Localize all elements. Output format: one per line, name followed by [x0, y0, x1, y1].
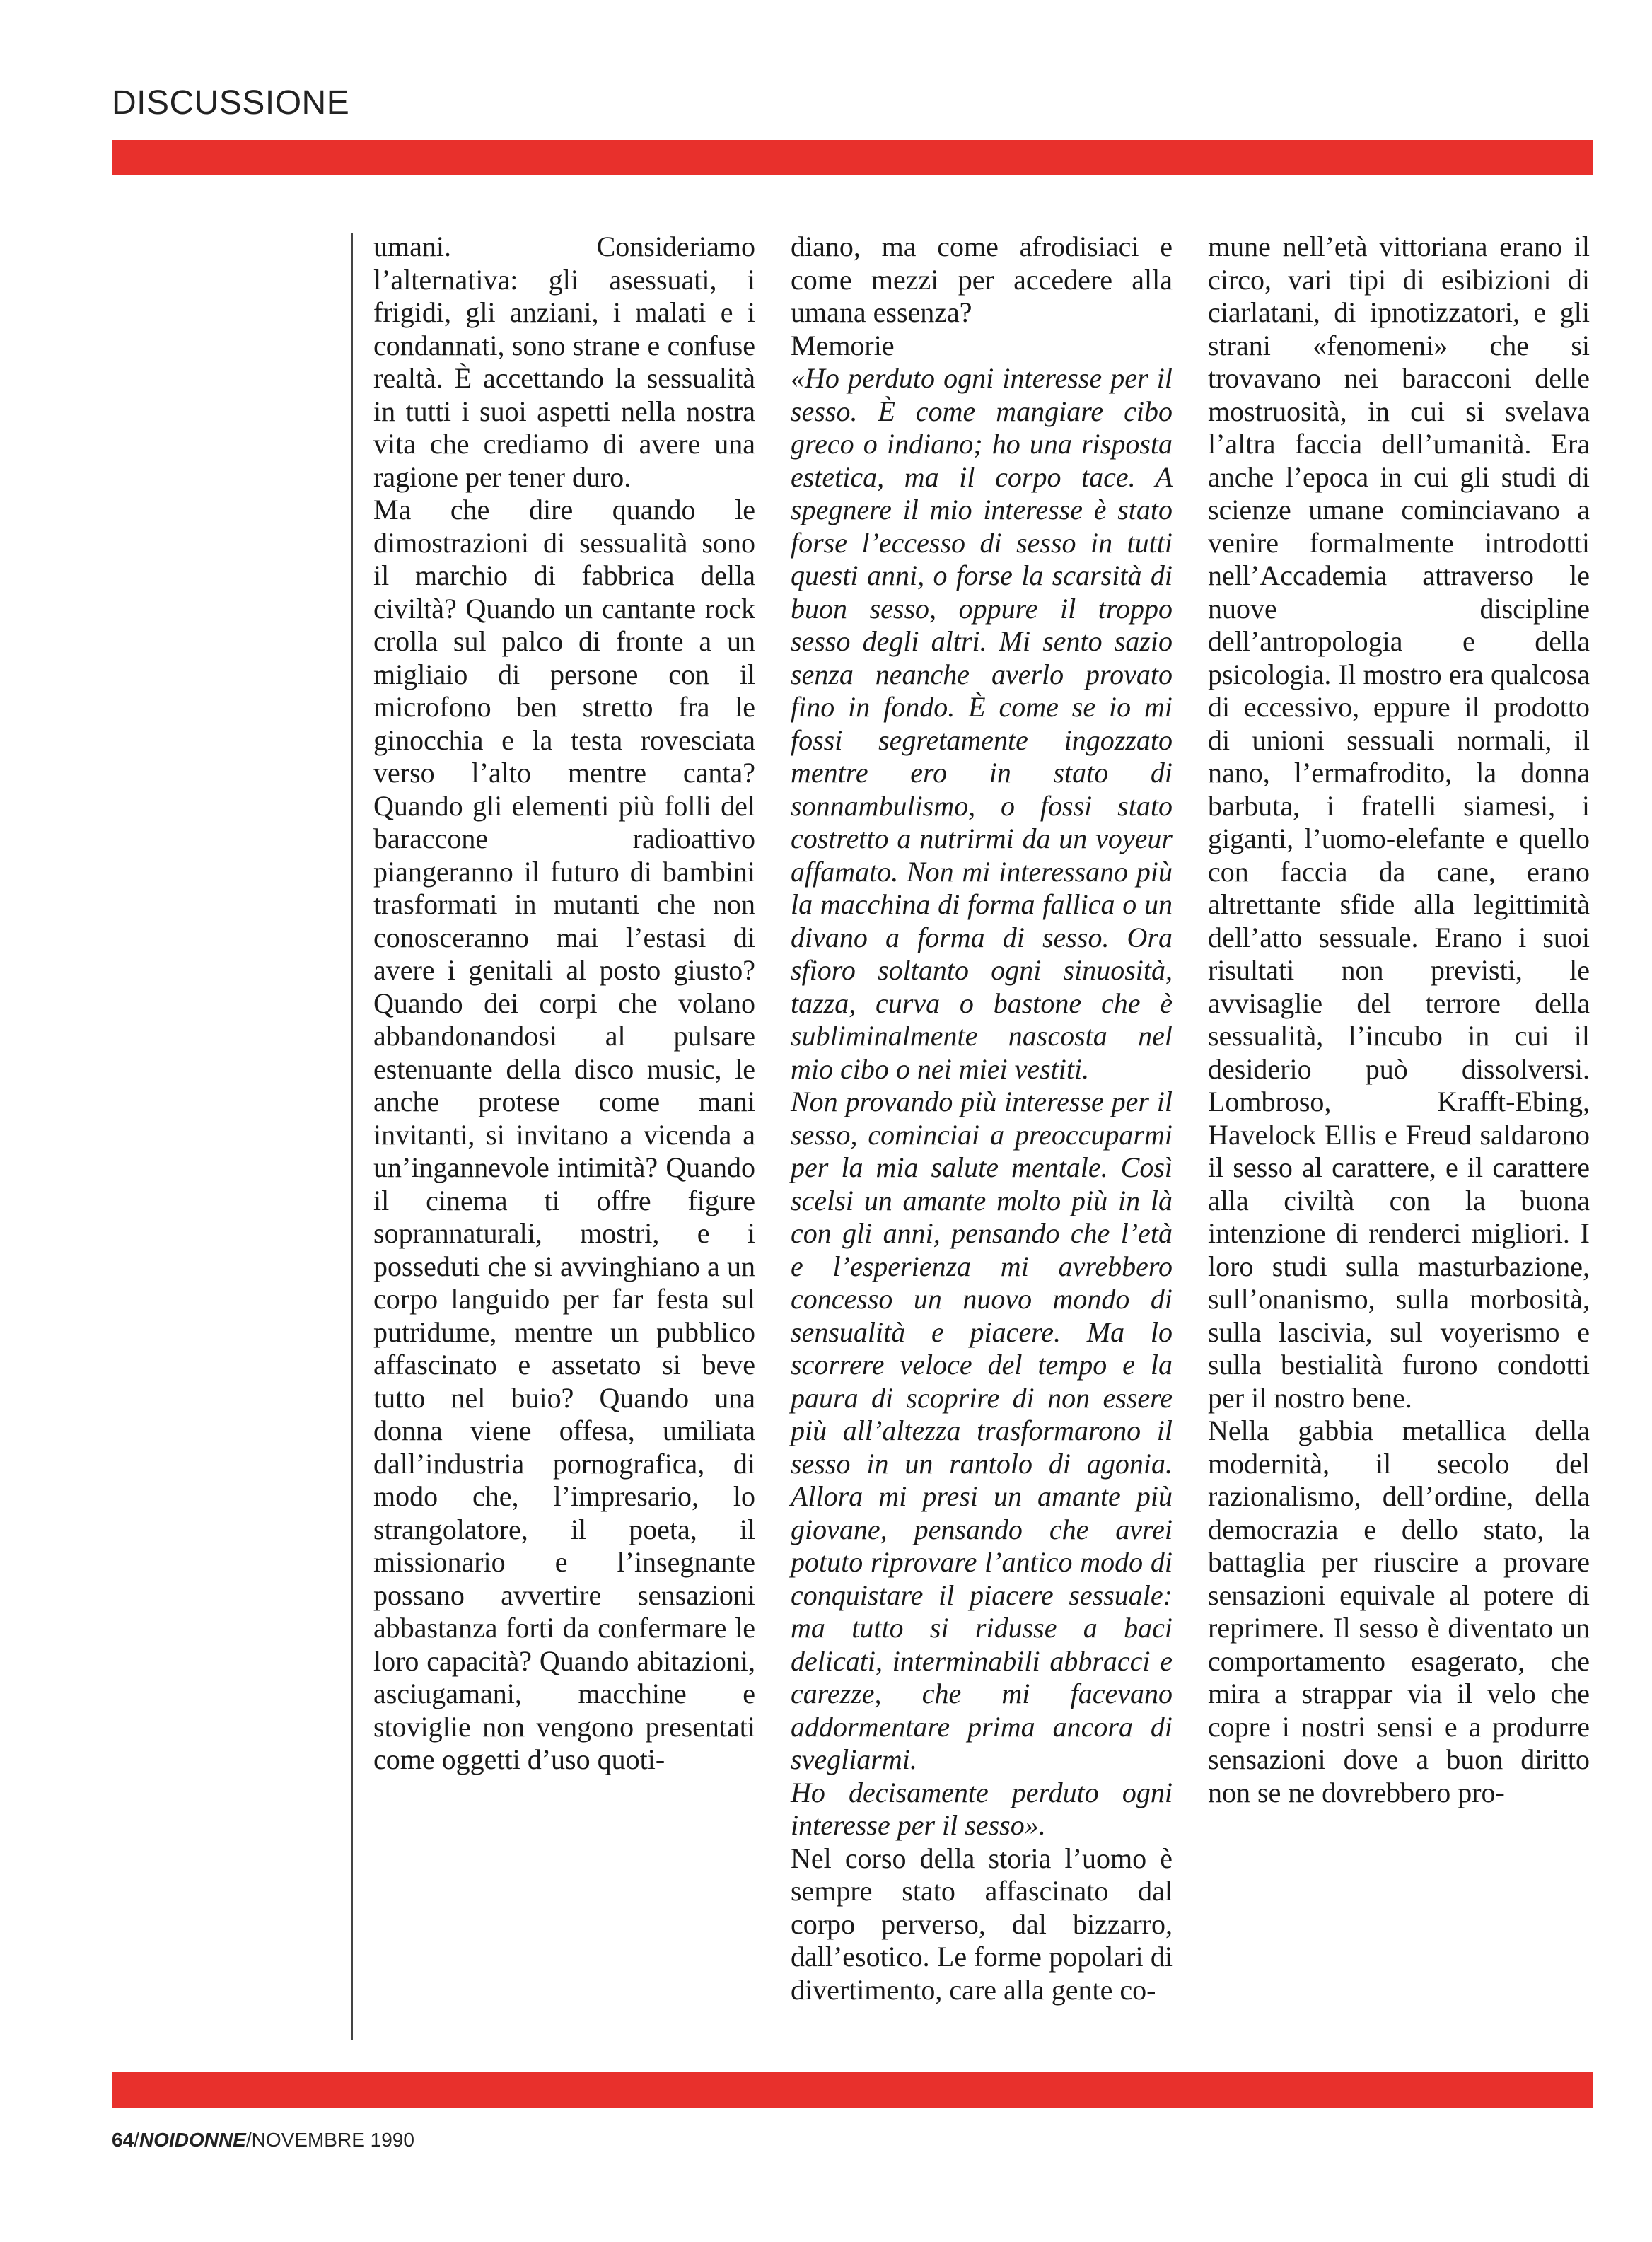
- paragraph: diano, ma come afrodisiaci e come mezzi per accedere alla umana essenza?: [791, 231, 1173, 328]
- quote-paragraph: «Ho perduto ogni interesse per il sesso. È come mangiare cibo greco o indiano; ho una risposta estetica, ma il corpo tace. A spegnere il mio interesse è stato forse l’eccesso di sesso in tutti questi anni, o forse la scarsità di buon sesso, oppure il troppo sesso degli altri. Mi sento sazio senza neanche averlo provato fino in fondo. È come se io mi fossi segretamente ingozzato mentre ero in stato di sonnambulismo, o fossi stato costretto a nutrirmi da un voyeur affamato. Non mi interessano più la macchina di forma fallica o un divano a forma di sesso. Ora sfioro soltanto ogni sinuosità, tazza, curva o bastone che è subliminalmente nascosta nel mio cibo o nei miei vestiti.: [791, 362, 1173, 1085]
- section-label: DISCUSSIONE: [112, 84, 350, 122]
- bottom-color-band: [112, 2072, 1593, 2108]
- quote-paragraph: Non provando più interesse per il sesso, cominciai a preoccuparmi per la mia salute mentale. Così scelsi un amante molto più in là con gli anni, pensando che l’età e l’esperienza mi avrebbero concesso un nuovo mondo di sensualità e piacere. Ma lo scorrere veloce del tempo e la paura di scoprire di non essere più all’altezza trasformarono il sesso in un rantolo di agonia. Allora mi presi un amante più giovane, pensando che avrei potuto riprovare l’antico modo di conquistare il piacere sessuale: ma tutto si ridusse a baci delicati, interminabili abbracci e carezze, che mi facevano addormentare prima ancora di svegliarmi.: [791, 1086, 1173, 1775]
- paragraph: Ma che dire quando le dimostrazioni di sessualità sono il marchio di fabbrica della civiltà? Quando un cantante rock crolla sul palco di fronte a un migliaio di persone con il microfono ben stretto fra le ginocchia e la testa rovesciata verso l’alto mentre canta? Quando gli elementi più folli del baraccone radioattivo piangeranno il futuro di bambini trasformati in mutanti che non conosceranno mai l’estasi di avere i genitali al posto giusto? Quando dei corpi che volano abbandonandosi al pulsare estenuante della disco music, le anche protese come mani invitanti, si invitano a vicenda a un’ingannevole intimità? Quando il cinema ti offre figure soprannaturali, mostri, e i posseduti che si avvinghiano a un corpo languido per far festa sul putridume, mentre un pubblico affascinato e assetato si beve tutto nel buio? Quando una donna viene offesa, umiliata dall’industria pornografica, di modo che, l’impresario, lo strangolatore, il poeta, il missionario e l’insegnante possano avvertire sensazioni abbastanza forti da confermare le loro capacità? Quando abitazioni, asciugamani, macchine e stoviglie non vengono presentati come oggetti d’uso quoti-: [373, 494, 755, 1775]
- paragraph: mune nell’età vittoriana erano il circo, vari tipi di esibizioni di ciarlatani, di ipnotizzatori, e gli strani «fenomeni» che si trovavano nei baracconi delle mostruosità, in cui si svelava l’altra faccia dell’umanità. Era anche l’epoca in cui gli studi di scienze umane cominciavano a venire formalmente introdotti nell’Accademia attraverso le nuove discipline dell’antropologia e della psicologia. Il mostro era qualcosa di eccessivo, eppure il prodotto di unioni sessuali normali, il nano, l’ermafrodito, la donna barbuta, i fratelli siamesi, i giganti, l’uomo-elefante e quello con faccia da cane, erano altrettante sfide alla legittimità dell’atto sessuale. Erano i suoi risultati non previsti, le avvisaglie del terrore della sessualità, l’incubo in cui il desiderio può dissolversi. Lombroso, Krafft-Ebing, Havelock Ellis e Freud saldarono il sesso al carattere, e il carattere alla civiltà con la buona intenzione di renderci migliori. I loro studi sulla masturbazione, sull’onanismo, sulla morbosità, sulla lascivia, sul voyerismo e sulla bestialità furono condotti per il nostro bene.: [1208, 231, 1590, 1414]
- subheading: Memorie: [791, 329, 895, 361]
- page-footer: 64/NOIDONNE/NOVEMBRE 1990: [112, 2129, 414, 2151]
- paragraph: Nella gabbia metallica della modernità, il secolo del razionalismo, dell’ordine, della democrazia e dello stato, la battaglia per riuscire a provare sensazioni equivale al potere di reprimere. Il sesso è diventato un comportamento esagerato, che mira a strappar via il velo che copre i nostri sensi e a produrre sensazioni dove a buon diritto non se ne dovrebbero pro-: [1208, 1415, 1590, 1808]
- quote-paragraph: Ho decisamente perduto ogni interesse per il sesso».: [791, 1776, 1173, 1841]
- paragraph: umani. Consideriamo l’alternativa: gli asessuati, i frigidi, gli anziani, i malati e i condannati, sono strane e confuse realtà. È accettando la sessualità in tutti i suoi aspetti nella nostra vita che crediamo di avere una ragione per tener duro.: [373, 231, 755, 493]
- top-color-band: [112, 140, 1593, 175]
- issue-date: NOVEMBRE 1990: [251, 2129, 414, 2151]
- magazine-name: NOIDONNE: [139, 2129, 246, 2151]
- text-column-2: [791, 231, 1173, 2006]
- page-number: 64: [112, 2129, 134, 2151]
- text-column-3: [1208, 231, 1590, 1809]
- text-column-1: [373, 231, 755, 1777]
- column-rule: [351, 233, 353, 2040]
- paragraph: Nel corso della storia l’uomo è sempre stato affascinato dal corpo perverso, dal bizzarro, dall’esotico. Le forme popolari di divertimento, care alla gente co-: [791, 1842, 1173, 2006]
